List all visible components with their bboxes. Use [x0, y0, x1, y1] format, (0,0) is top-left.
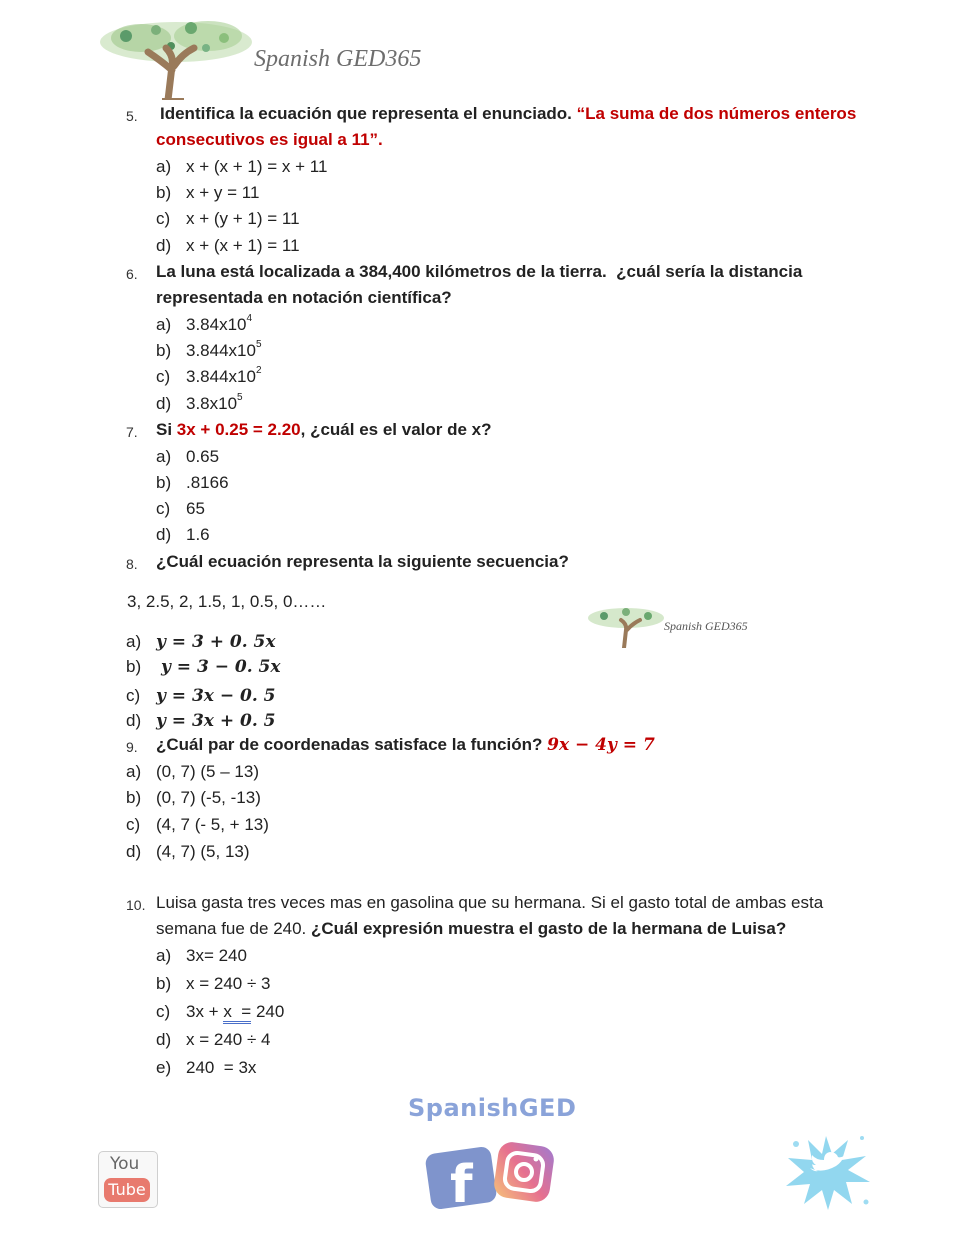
youtube-icon[interactable]: [98, 1151, 158, 1208]
option-underlined: x =: [223, 1002, 251, 1024]
option-text: x + y = 11: [186, 183, 260, 202]
option-text: 240 = 3x: [186, 1058, 257, 1077]
option-d[interactable]: [156, 525, 210, 545]
option-letter: b): [126, 788, 142, 807]
option-letter: c): [126, 686, 141, 705]
option-base: 3.844x10: [186, 341, 256, 360]
option-c[interactable]: [126, 686, 276, 706]
option-c[interactable]: [156, 499, 205, 519]
option-exponent: 2: [255, 365, 262, 376]
option-text: 0.65: [186, 447, 220, 466]
option-letter: a): [156, 315, 172, 334]
option-d[interactable]: [126, 842, 250, 862]
question-text: [156, 417, 492, 443]
option-letter: e): [156, 1058, 172, 1077]
facebook-instagram-icon[interactable]: [424, 1140, 560, 1210]
option-letter: b): [156, 183, 172, 202]
option-letter: c): [156, 209, 171, 228]
option-c[interactable]: [156, 367, 262, 387]
option-letter: a): [126, 762, 142, 781]
footer-brand[interactable]: SpanishGED: [408, 1094, 577, 1122]
question-number: 5.: [126, 108, 138, 124]
option-letter: c): [126, 815, 141, 834]
option-post: 240: [251, 1002, 285, 1021]
option-pre: 3x +: [186, 1002, 224, 1021]
option-b[interactable]: [126, 788, 261, 808]
question-statement: Identifica la ecuación que representa el enunciado.: [160, 104, 572, 123]
option-b[interactable]: [156, 473, 229, 493]
option-letter: d): [156, 236, 172, 255]
youtube-you-text: You: [110, 1154, 140, 1174]
option-a[interactable]: [156, 447, 219, 467]
option-text: (4, 7) (5, 13): [156, 842, 250, 861]
option-b[interactable]: [156, 341, 262, 361]
question-line2-plain: semana fue de 240.: [156, 919, 312, 938]
option-letter: a): [156, 157, 172, 176]
option-b[interactable]: [156, 183, 259, 203]
question-equation: 9x − 4y = 7: [547, 735, 655, 755]
option-exponent: 4: [246, 313, 253, 324]
option-letter: b): [126, 657, 142, 676]
question-quote: “La suma de dos números enteros: [576, 104, 857, 123]
option-text: (4, 7 (- 5, + 13): [156, 815, 269, 834]
option-text: x + (x + 1) = x + 11: [186, 157, 328, 176]
option-equation: y = 3x − 0. 5: [156, 686, 276, 706]
option-letter: b): [156, 473, 172, 492]
option-text: x = 240 ÷ 3: [186, 974, 271, 993]
option-letter: c): [156, 1002, 171, 1021]
question-quote-line2: consecutivos es igual a 11”.: [156, 130, 383, 149]
option-a[interactable]: [156, 157, 327, 177]
question-number: 7.: [126, 424, 138, 440]
question-post: , ¿cuál es el valor de x?: [300, 420, 492, 439]
option-text: x + (y + 1) = 11: [186, 209, 300, 228]
option-c[interactable]: [126, 815, 269, 835]
option-base: 3.8x10: [186, 394, 238, 413]
option-text: 65: [186, 499, 205, 518]
option-text: 3x= 240: [186, 946, 247, 965]
option-c[interactable]: [156, 209, 300, 229]
option-e[interactable]: [156, 1058, 256, 1078]
option-b[interactable]: [156, 974, 270, 994]
option-d[interactable]: [126, 711, 276, 731]
option-text: .8166: [186, 473, 229, 492]
option-b[interactable]: [126, 657, 281, 677]
option-d[interactable]: [156, 394, 243, 414]
question-line1: La luna está localizada a 384,400 kilómetros de la tierra. ¿cuál sería la distancia: [156, 262, 803, 281]
question-statement: ¿Cuál par de coordenadas satisface la función?: [156, 735, 548, 754]
watermark-logo: [584, 598, 784, 654]
option-base: 3.84x10: [186, 315, 247, 334]
question-text: [160, 101, 900, 127]
option-text: x = 240 ÷ 4: [186, 1030, 271, 1049]
option-letter: a): [156, 946, 172, 965]
header-logo: [96, 8, 456, 100]
option-text: (0, 7) (5 – 13): [156, 762, 259, 781]
option-a[interactable]: [156, 315, 252, 335]
question-number: 9.: [126, 739, 138, 755]
question-number: 10.: [126, 897, 146, 913]
option-a[interactable]: [156, 946, 247, 966]
option-base: 3.844x10: [186, 367, 256, 386]
option-letter: c): [156, 367, 171, 386]
option-exponent: 5: [255, 339, 262, 350]
option-a[interactable]: [126, 762, 259, 782]
question-line1: Luisa gasta tres veces mas en gasolina que su hermana. Si el gasto total de ambas esta: [156, 893, 824, 912]
option-text: 1.6: [186, 525, 210, 544]
twitter-icon[interactable]: [782, 1130, 874, 1214]
question-number: 8.: [126, 556, 138, 572]
option-a[interactable]: [126, 632, 276, 652]
youtube-tube-badge: Tube: [104, 1178, 150, 1202]
tree-logo-icon: [96, 8, 256, 100]
option-d[interactable]: [156, 236, 300, 256]
option-letter: d): [156, 1030, 172, 1049]
option-text: x + (x + 1) = 11: [186, 236, 300, 255]
option-letter: b): [156, 974, 172, 993]
option-letter: a): [126, 632, 142, 651]
option-equation: y = 3x + 0. 5: [156, 711, 276, 731]
question-text: ¿Cuál ecuación representa la siguiente secuencia?: [156, 552, 569, 571]
option-d[interactable]: [156, 1030, 270, 1050]
option-letter: d): [156, 394, 172, 413]
option-letter: d): [126, 711, 142, 730]
option-text: (0, 7) (-5, -13): [156, 788, 261, 807]
option-equation: y = 3 − 0. 5x: [161, 657, 281, 677]
question-text: [156, 732, 655, 758]
question-line2: representada en notación científica?: [156, 288, 452, 307]
question-line2-bold: ¿Cuál expresión muestra el gasto de la hermana de Luisa?: [311, 919, 787, 938]
option-exponent: 5: [237, 392, 243, 403]
watermark-text: Spanish GED365: [664, 619, 748, 633]
option-letter: c): [156, 499, 171, 518]
tree-watermark-icon: [586, 602, 666, 648]
logo-text: Spanish GED365: [254, 46, 422, 72]
option-c[interactable]: [156, 1002, 284, 1022]
facebook-f-glyph: f: [450, 1155, 473, 1210]
option-letter: a): [156, 447, 172, 466]
option-letter: b): [156, 341, 172, 360]
option-equation: y = 3 + 0. 5x: [156, 632, 276, 652]
question-number: 6.: [126, 266, 138, 282]
question-pre: Si: [156, 420, 177, 439]
question-line2: [156, 916, 786, 942]
option-letter: d): [126, 842, 142, 861]
option-letter: d): [156, 525, 172, 544]
question-equation: 3x + 0.25 = 2.20: [176, 420, 301, 439]
sequence-text: 3, 2.5, 2, 1.5, 1, 0.5, 0……: [127, 592, 327, 611]
